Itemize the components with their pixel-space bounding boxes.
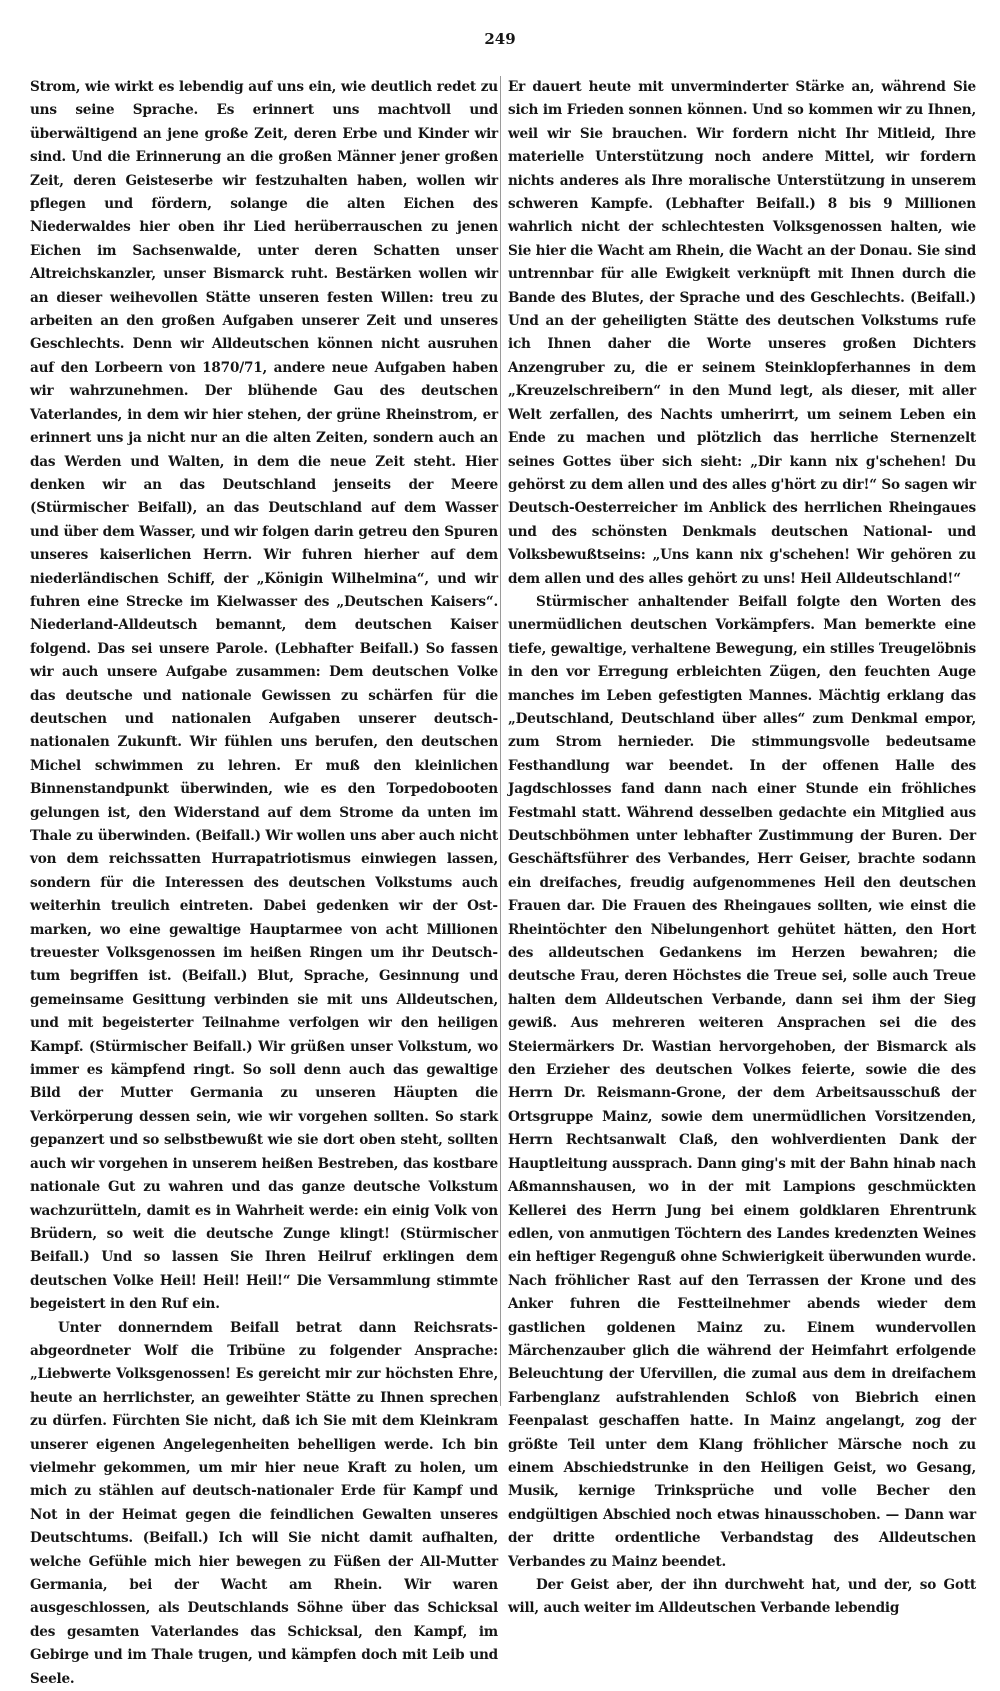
column-divider xyxy=(500,76,501,1406)
left-paragraph-1: Strom, wie wirkt es lebendig auf uns ein, wie deutlich redet zu uns seine Sprache. Es erinnert uns machtvoll und überwältigend an jene große Zeit, deren Erbe und Kinder wir sind. Und die Erinnerung an die großen Männer jener großen Zeit, deren Geisteserbe wir festzuhalten haben, wollen wir pflegen und fördern, solange die alten Eichen des Niederwaldes hier oben ihr Lied herüberrauschen zu jenen Eichen im Sachsenwalde, unter deren Schatten unser Altreichskanzler, unser Bismarck ruht. Bestärken wollen wir an dieser weihevollen Stätte unseren festen Willen: treu zu arbeiten an den großen Aufgaben unserer Zeit und unseres Geschlechts. Denn wir Alldeutschen können nicht ausruhen auf den Lorbeern von 1870/71, andere neue Aufgaben haben wir wahrzunehmen. Der blühende Gau des deutschen Vaterlandes, in dem wir hier stehen, der grüne Rheinstrom, er erinnert uns ja nicht nur an die alten Zeiten, sondern auch an das Werden und Walten, in dem die neue Zeit steht. Hier denken wir an das Deutschland jenseits der Meere (Stürmischer Beifall), an das Deutschland auf dem Wasser und über dem Wasser, und wir folgen darin getreu den Spuren unseres kaiserlichen Herrn. Wir fuhren hierher auf dem niederländischen Schiff, der „Königin Wilhelmina“, und wir fuhren eine Strecke im Kielwasser des „Deutschen Kaisers“. Niederland-Alldeutsch bemannt, dem deutschen Kaiser folgend. Das sei unsere Parole. (Lebhafter Beifall.) So fassen wir auch unsere Aufgabe zusammen: Dem deutschen Volke das deutsche und nationale Gewissen zu schärfen für die deutschen und nationalen Aufgaben unserer deutsch-nationalen Zukunft. Wir fühlen uns berufen, den deutschen Michel schwimmen zu lehren. Er muß den kleinlichen Binnenstandpunkt überwinden, wie es den Torpedobooten gelungen ist, den Widerstand auf dem Strome da unten im Thale zu überwinden. (Beifall.) Wir wollen uns aber auch nicht von dem reichssatten Hurrapatriotismus einwiegen lassen, sondern für die Interessen des deutschen Volkstums auch weiterhin treulich eintreten. Dabei gedenken wir der Ostmarken, wo eine gewaltige Hauptarmee von acht Millionen treuester Volksgenossen im heißen Ringen um ihr Deutschtum begriffen ist. (Beifall.) Blut, Sprache, Gesinnung und gemeinsame Gesittung verbinden sie mit uns Alldeutschen, und mit begeisterter Teilnahme verfolgen wir den heiligen Kampf. (Stürmischer Beifall.) Wir grüßen unser Volkstum, wo immer es kämpfend ringt. So soll denn auch das gewaltige Bild der Mutter Germania zu unseren Häupten die Verkörperung dessen sein, wie wir vorgehen sollten. So stark gepanzert und so selbstbewußt wie sie dort oben steht, sollten auch wir vorgehen in unserem heißen Bestreben, das kostbare nationale Gut zu wahren und das ganze deutsche Volkstum wachzurütteln, damit es in Wahrheit werde: ein einig Volk von Brüdern, so weit die deutsche Zunge klingt! (Stürmischer Beifall.) Und so lassen Sie Ihren Heilruf erklingen dem deutschen Volke Heil! Heil! Heil!“ Die Versammlung stimmte begeistert in den Ruf ein. xyxy=(30,79,498,1313)
page-number: 249 xyxy=(484,30,516,48)
right-column xyxy=(508,76,976,1617)
right-paragraph-2: Stürmischer anhaltender Beifall folgte den Worten des unermüdlichen deutschen Vorkämpfers. Man bemerkte eine tiefe, gewaltige, verhaltene Bewegung, ein stilles Treugelöbnis in den vor Erregung erbleichten Zügen, den feuchten Auge manches im Leben gefestigten Mannes. Mächtig erklang das „Deutschland, Deutschland über alles“ zum Denkmal empor, zum Strom hernieder. Die stimmungsvolle bedeutsame Festhandlung war beendet. In der offenen Halle des Jagdschlosses fand dann nach einer Stunde ein fröhliches Festmahl statt. Während desselben gedachte ein Mitglied aus Deutschböhmen unter lebhafter Zustimmung der Buren. Der Geschäftsführer des Verbandes, Herr Geiser, brachte sodann ein dreifaches, freudig aufgenommenes Heil den deutschen Frauen dar. Die Frauen des Rheingaues sollten, wie einst die Rheintöchter den Nibelungenhort gehütet hätten, den Hort des alldeutschen Gedankens im Herzen bewahren; die deutsche Frau, deren Höchstes die Treue sei, solle auch Treue halten dem Alldeutschen Verbande, dann sei ihm der Sieg gewiß. Aus mehreren weiteren Ansprachen sei die des Steiermärkers Dr. Wastian hervorgehoben, der Bismarck als den Erzieher des deutschen Volkes feierte, sowie die des Herrn Dr. Reismann-Grone, der dem Arbeitsausschuß der Ortsgruppe Mainz, sowie dem unermüdlichen Vorsitzenden, Herrn Rechtsanwalt Claß, den wohlverdienten Dank der Hauptleitung aussprach. Dann ging's mit der Bahn hinab nach Aßmannshausen, wo in der mit Lampions geschmückten Kellerei des Herrn Jung bei einem goldklaren Ehrentrunk edlen, von anmutigen Töchtern des Landes kredenzten Weines ein heftiger Regenguß ohne Schwierigkeit überwunden wurde. Nach fröhlicher Rast auf den Terrassen der Krone und des Anker fuhren die Festteilnehmer abends wieder dem gastlichen goldenen Mainz zu. Einem wundervollen Märchenzauber glich die während der Heimfahrt erfolgende Beleuchtung der Ufervillen, die zumal aus dem in dreifachem Farbenglanz aufstrahlenden Schloß von Biebrich einen Feenpalast geschaffen hatte. In Mainz angelangt, zog der größte Teil unter dem Klang fröhlicher Märsche noch zu einem Abschiedstrunke in den Heiligen Geist, wo Gesang, Musik, kernige Trinksprüche und volle Becher den endgültigen Abschied noch etwas hinausschoben. — Dann war der dritte ordentliche Verbandstag des Alldeutschen Verbandes zu Mainz beendet. xyxy=(508,593,976,1570)
left-column xyxy=(30,76,498,1687)
left-paragraph-2: Unter donnerndem Beifall betrat dann Reichsratsabgeordneter Wolf die Tribüne zu folgender Ansprache: „Liebwerte Volksgenossen! Es gereicht mir zur höchsten Ehre, heute an herrlichster, an geweihter Stätte zu Ihnen sprechen zu dürfen. Fürchten Sie nicht, daß ich Sie mit dem Kleinkram unserer eigenen Angelegenheiten behelligen werde. Ich bin vielmehr gekommen, um mir hier neue Kraft zu holen, um mich zu stählen auf deutsch-nationaler Erde für Kampf und Not in der Heimat gegen die feindlichen Gewalten unseres Deutschtums. (Beifall.) Ich will Sie nicht damit aufhalten, welche Gefühle mich hier bewegen zu Füßen der All-Mutter Germania, bei der Wacht am Rhein. Wir waren ausgeschlossen, als Deutschlands Söhne über das Schicksal des gesamten Vaterlandes das Schicksal, den Kampf, im Gebirge und im Thale trugen, und kämpfen doch mit Leib und Seele. xyxy=(30,1319,498,1687)
right-paragraph-3: Der Geist aber, der ihn durchweht hat, und der, so Gott will, auch weiter im Alldeutschen Verbande lebendig xyxy=(508,1577,976,1617)
right-paragraph-1: Er dauert heute mit unverminderter Stärke an, während Sie sich im Frieden sonnen können. Und so kommen wir zu Ihnen, weil wir Sie brauchen. Wir fordern nicht Ihr Mitleid, Ihre materielle Unterstützung noch andere Mittel, wir fordern nichts anderes als Ihre moralische Unterstützung in unserem schweren Kampfe. (Lebhafter Beifall.) 8 bis 9 Millionen wahrlich nicht der schlechtesten Volksgenossen halten, wie Sie hier die Wacht am Rhein, die Wacht an der Donau. Sie sind untrennbar für alle Ewigkeit verknüpft mit Ihnen durch die Bande des Blutes, der Sprache und des Geschlechts. (Beifall.) Und an der geheiligten Stätte des deutschen Volkstums rufe ich Ihnen daher die Worte unseres großen Dichters Anzengruber zu, die er seinem Steinklopferhannes in dem „Kreuzelschreibern“ in den Mund legt, als dieser, mit aller Welt zerfallen, des Nachts umherirrt, um seinem Leben ein Ende zu machen und plötzlich das herrliche Sternenzelt seines Gottes über sich sieht: „Dir kann nix g'schehen! Du gehörst zu dem allen und des alles g'hört zu dir!“ So sagen wir Deutsch-Oesterreicher im Anblick des herrlichen Rheingaues und des schönsten Denkmals deutschen National- und Volksbewußtseins: „Uns kann nix g'schehen! Wir gehören zu dem allen und des alles gehört zu uns! Heil Alldeutschland!“ xyxy=(508,79,976,587)
